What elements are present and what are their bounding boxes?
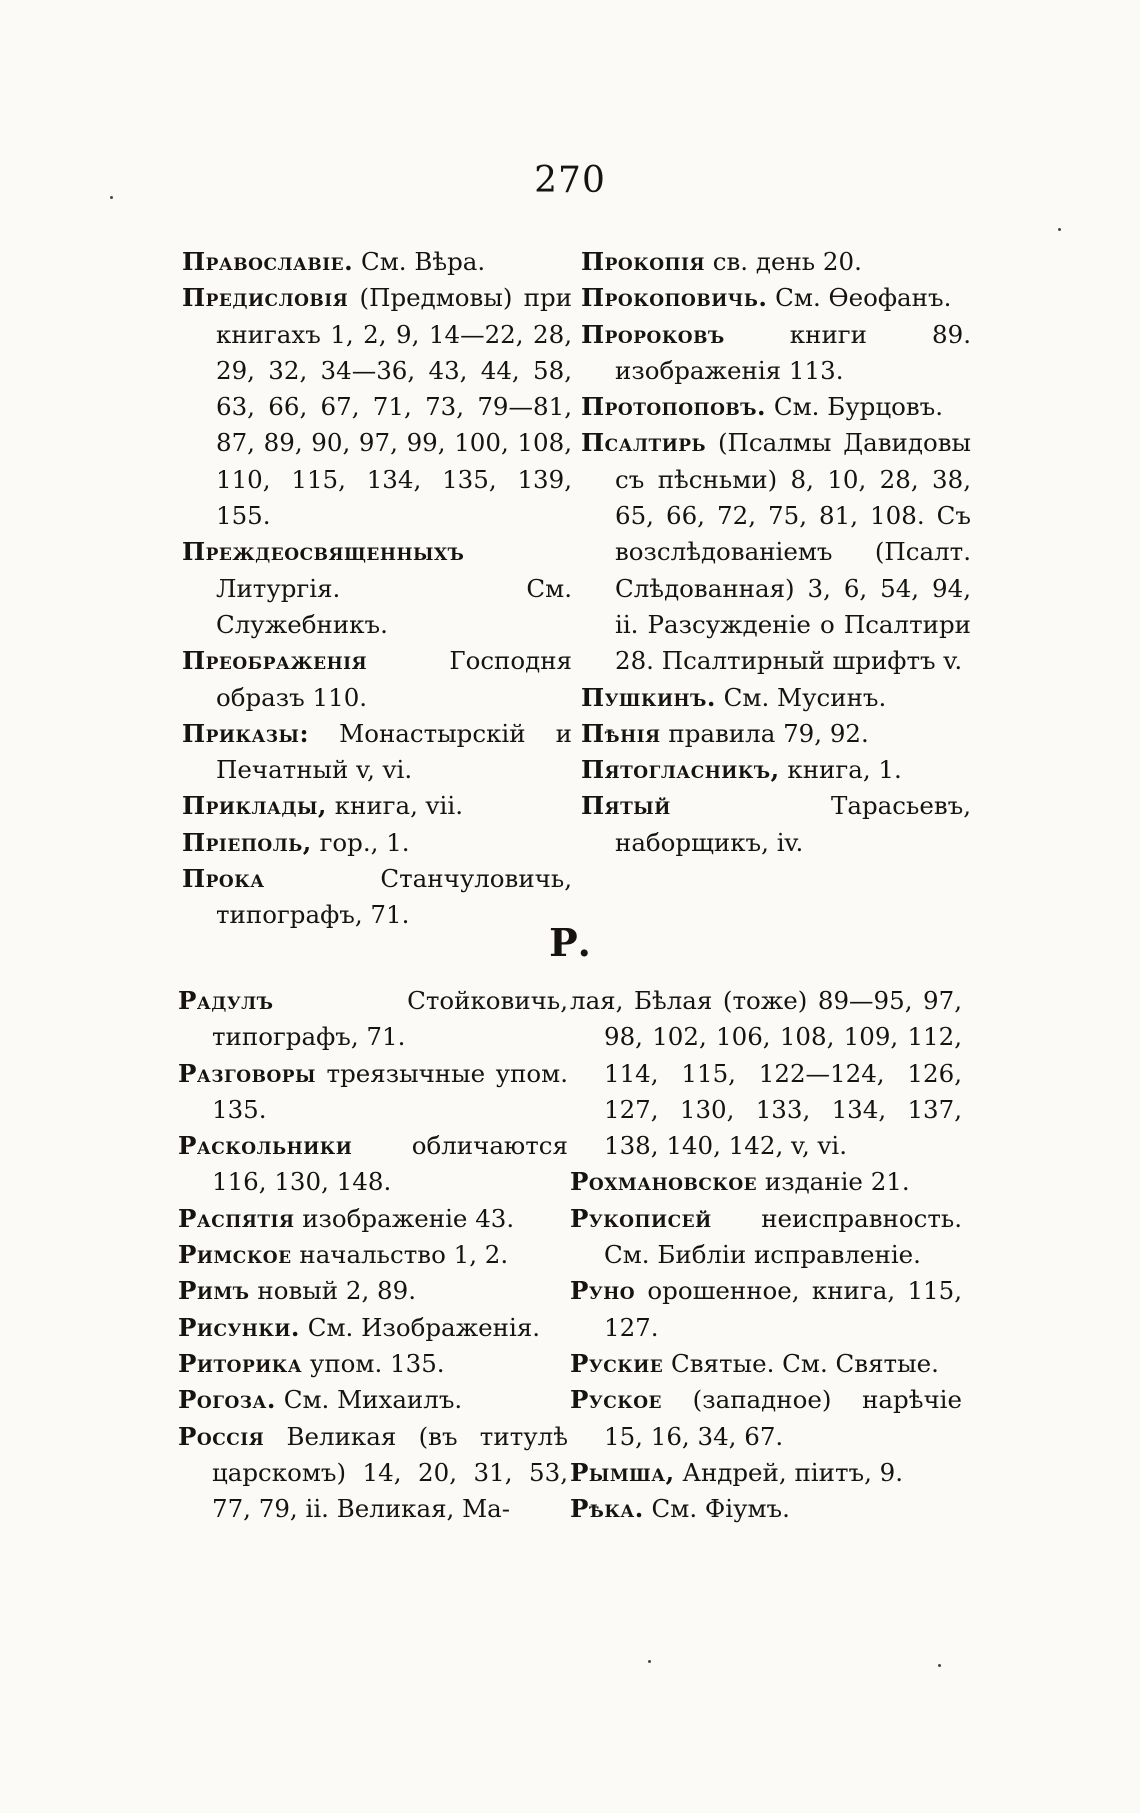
entry-text: обличаются 116, 130, 148.	[212, 1131, 568, 1197]
entry-term: Руское	[570, 1385, 662, 1415]
index-entry	[178, 1056, 568, 1129]
entry-term: Пушкинъ.	[581, 682, 716, 712]
entry-text: новый 2, 89.	[249, 1276, 416, 1306]
index-entry	[182, 280, 572, 534]
entry-term: Православіе.	[182, 247, 354, 276]
index-entry	[178, 1128, 568, 1201]
index-entry	[178, 1201, 568, 1237]
entry-term: Пятогласникъ,	[581, 755, 780, 785]
index-entry	[570, 1455, 962, 1491]
entry-term: Рогоза.	[178, 1385, 276, 1415]
scan-speck	[1058, 228, 1061, 231]
index-entry	[581, 317, 971, 390]
entry-term: Пѣнія	[581, 718, 661, 748]
index-entry-continuation	[570, 983, 962, 1164]
entry-text: Великая (въ титулѣ царскомъ) 14, 20, 31, 53, 77, 79, ii. Великая, Ма-	[212, 1421, 568, 1524]
scan-speck	[938, 1664, 941, 1667]
entry-text: орошенное, книга, 115, 127.	[604, 1276, 962, 1342]
entry-text: св. день 20.	[705, 247, 862, 276]
entry-text: треязычные упом. 135.	[212, 1058, 568, 1124]
entry-term: Раскольники	[178, 1131, 353, 1161]
scan-speck	[110, 196, 113, 199]
entry-term: Риторика	[178, 1348, 303, 1378]
entry-text: См. Бурцовъ.	[766, 392, 944, 422]
entry-term: Рохмановское	[570, 1167, 758, 1197]
entry-text: См. Мусинъ.	[715, 682, 887, 712]
index-entry	[178, 1273, 568, 1309]
entry-term: Руно	[570, 1276, 636, 1306]
entry-term: Прiеполь,	[182, 827, 312, 857]
entry-text: См. Фіумъ.	[643, 1494, 790, 1524]
index-entry	[182, 534, 572, 643]
entry-term: Руские	[570, 1348, 664, 1378]
index-entry	[570, 1382, 962, 1455]
entry-text: См. Михаилъ.	[275, 1385, 463, 1415]
index-entry	[178, 1419, 568, 1528]
index-entry	[581, 716, 971, 752]
entry-text: См. Вѣра.	[353, 247, 486, 276]
entry-text: Монастырскій и Печатный v, vi.	[216, 718, 572, 785]
index-entry	[178, 1346, 568, 1382]
index-entry	[581, 280, 971, 316]
index-entry	[182, 244, 572, 280]
entry-term: Распятія	[178, 1203, 295, 1233]
entry-text: Литургія. См. Служебникъ.	[216, 573, 572, 639]
entry-term: Преображенія	[182, 646, 368, 676]
entry-term: Разговоры	[178, 1058, 316, 1088]
entry-text: Господня образъ 110.	[216, 646, 572, 712]
index-entry	[178, 1310, 568, 1346]
index-entry	[182, 716, 572, 789]
entry-text: книга, 1.	[779, 755, 902, 785]
entry-text: изображеніе 43.	[294, 1203, 515, 1233]
entry-text: начальство 1, 2.	[291, 1240, 509, 1270]
index-entry	[570, 1346, 962, 1382]
entry-term: Приклады,	[182, 791, 327, 821]
index-column-right-bottom	[570, 983, 962, 1527]
entry-term: Прока	[182, 864, 265, 894]
entry-term: Рымша,	[570, 1457, 675, 1487]
entry-term: Преждеосвященныхъ	[182, 537, 465, 567]
index-entry	[182, 788, 572, 824]
entry-text: Андрей, піитъ, 9.	[674, 1457, 904, 1487]
index-entry	[178, 983, 568, 1056]
index-column-left-bottom	[178, 983, 568, 1527]
entry-term: Псалтирь	[581, 428, 707, 458]
entry-text: (западное) нарѣчіе 15, 16, 34, 67.	[604, 1385, 962, 1451]
entry-term: Предисловія	[182, 283, 349, 313]
entry-text: книги 89. изображенія 113.	[615, 319, 971, 385]
index-entry	[178, 1382, 568, 1418]
index-entry	[570, 1273, 962, 1346]
scan-speck	[648, 1660, 651, 1663]
entry-text: См. Изображенія.	[299, 1312, 541, 1342]
entry-term: Римъ	[178, 1276, 250, 1306]
entry-text: гор., 1.	[311, 827, 410, 857]
index-entry	[182, 825, 572, 861]
index-entry	[570, 1164, 962, 1200]
index-entry	[570, 1491, 962, 1527]
entry-text: Стойковичь, типографъ, 71.	[212, 986, 568, 1052]
entry-term: Радулъ	[178, 986, 274, 1015]
entry-text: (Псалмы Давидовы съ пѣсньми) 8, 10, 28, 38, 65, 66, 72, 75, 81, 108. Съ возслѣдованіемъ (Псалт. Слѣдованная) 3, 6, 54, 94, ii. Разсужденіе о Псалтири 28. Псалтирный шрифтъ v.	[615, 428, 971, 676]
entry-text: правила 79, 92.	[660, 718, 869, 748]
entry-term: Прокоповичь.	[581, 283, 768, 313]
entry-term: Пятый	[581, 791, 671, 821]
index-entry	[182, 643, 572, 716]
entry-text: книга, vii.	[326, 791, 463, 821]
index-column-left-top	[182, 244, 572, 934]
index-entry	[581, 680, 971, 716]
entry-term: Пророковъ	[581, 319, 725, 349]
entry-term: Рисунки.	[178, 1312, 300, 1342]
index-entry	[581, 788, 971, 861]
entry-text: упом. 135.	[302, 1348, 445, 1378]
entry-text: Святые. См. Святые.	[663, 1348, 939, 1378]
entry-term: Римское	[178, 1240, 292, 1270]
index-entry	[581, 389, 971, 425]
entry-term: Прокопія	[581, 247, 705, 276]
entry-text: изданіе 21.	[757, 1167, 910, 1197]
index-entry	[570, 1201, 962, 1274]
index-column-right-top	[581, 244, 971, 861]
page-number: 270	[534, 160, 606, 201]
entry-term: Приказы:	[182, 718, 310, 748]
entry-text: Станчуловичь, типографъ, 71.	[216, 864, 572, 930]
entry-text: неисправность. См. Библіи исправленіе.	[604, 1203, 962, 1270]
index-entry	[581, 425, 971, 679]
entry-text: (Предмовы) при книгахъ 1, 2, 9, 14—22, 28, 29, 32, 34—36, 43, 44, 58, 63, 66, 67, 71, 73, 79—81, 87, 89, 90, 97, 99, 100, 108, 110, 115, 134, 135, 139, 155.	[216, 283, 572, 531]
index-entry	[581, 244, 971, 280]
entry-text: Тарасьевъ, наборщикъ, iv.	[615, 791, 971, 857]
entry-term: Рѣка.	[570, 1494, 644, 1524]
entry-text: лая, Бѣлая (тоже) 89—95, 97, 98, 102, 106, 108, 109, 112, 114, 115, 122—124, 126, 127, 130, 133, 134, 137, 138, 140, 142, v, vi.	[570, 986, 962, 1161]
entry-text: См. Ѳеофанъ.	[767, 283, 952, 313]
section-letter-heading: Р.	[549, 920, 591, 965]
entry-term: Рукописей	[570, 1203, 712, 1233]
index-entry	[581, 752, 971, 788]
entry-term: Россія	[178, 1421, 265, 1451]
index-entry	[178, 1237, 568, 1273]
entry-term: Протопоповъ.	[581, 392, 767, 422]
